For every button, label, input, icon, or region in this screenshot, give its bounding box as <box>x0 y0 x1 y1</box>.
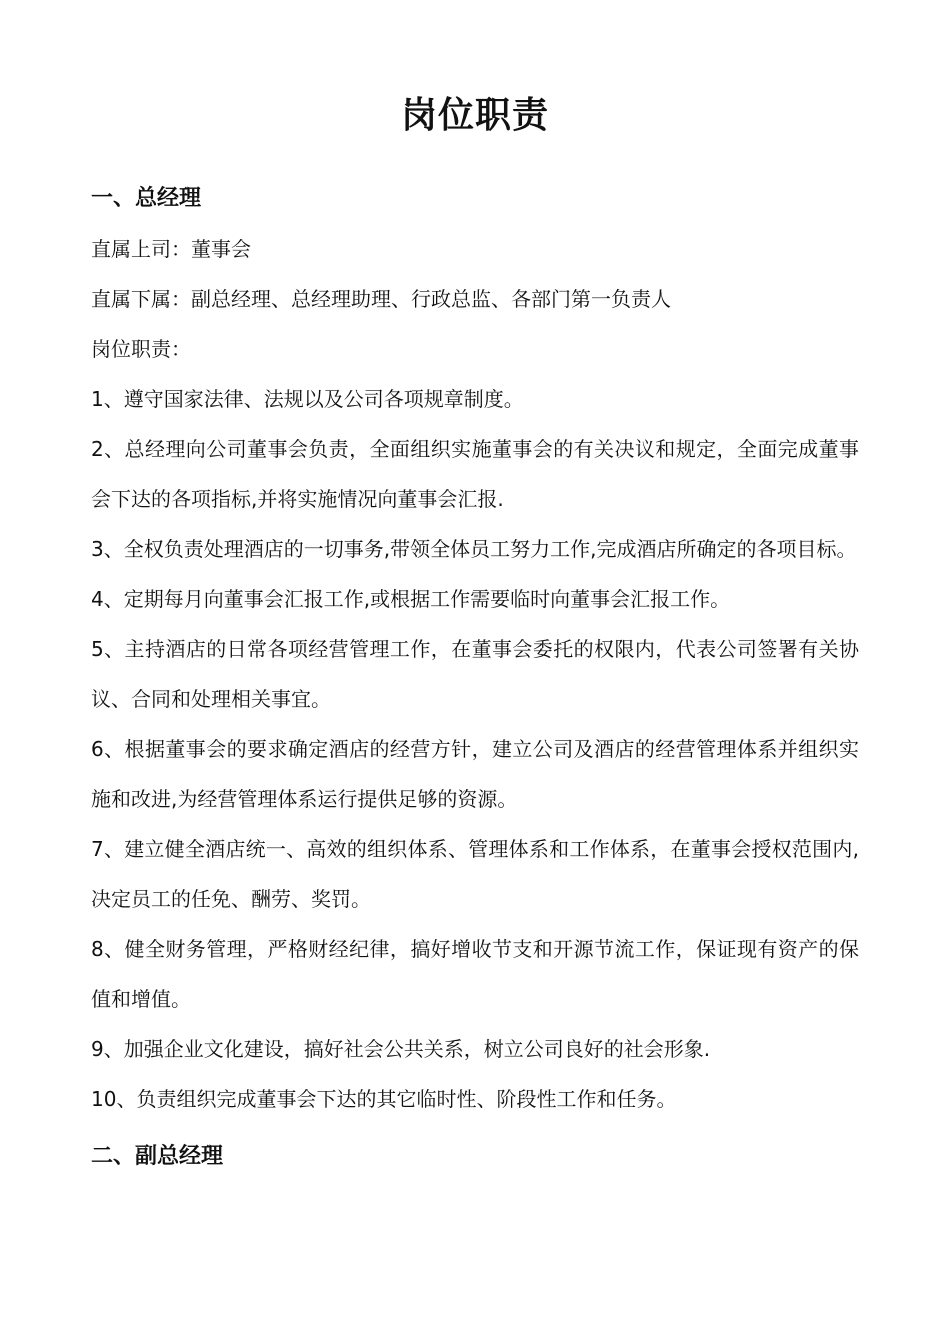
direct-subordinates-label: 直属下属： <box>91 287 191 311</box>
direct-superior-line <box>91 224 859 274</box>
duty-item-1: 1、遵守国家法律、法规以及公司各项规章制度。 <box>91 387 524 411</box>
direct-subordinates-line <box>91 274 859 324</box>
duty-item-2: 2、总经理向公司董事会负责，全面组织实施董事会的有关决议和规定，全面完成董事会下达的各项指标,并将实施情况向董事会汇报. <box>91 437 859 511</box>
duty-item-4: 4、定期每月向董事会汇报工作,或根据工作需要临时向董事会汇报工作。 <box>91 587 731 611</box>
document-title: 岗位职责 <box>400 95 549 136</box>
duty-item-7: 7、建立健全酒店统一、高效的组织体系、管理体系和工作体系，在董事会授权范围内,决定员工的任免、酬劳、奖罚。 <box>91 837 859 911</box>
direct-subordinates-value: 副总经理、总经理助理、行政总监、各部门第一负责人 <box>191 287 671 311</box>
duty-item-10: 10、负责组织完成董事会下达的其它临时性、阶段性工作和任务。 <box>91 1087 677 1111</box>
duty-item-5: 5、主持酒店的日常各项经营管理工作，在董事会委托的权限内，代表公司签署有关协议、合同和处理相关事宜。 <box>91 637 859 711</box>
document-body <box>91 174 859 1182</box>
section-heading-deputy-general-manager: 二、副总经理 <box>91 1144 224 1169</box>
duty-item-9: 9、加强企业文化建设，搞好社会公共关系，树立公司良好的社会形象. <box>91 1037 711 1061</box>
duties-label: 岗位职责： <box>91 337 191 361</box>
duty-item-3: 3、全权负责处理酒店的一切事务,带领全体员工努力工作,完成酒店所确定的各项目标。 <box>91 537 857 561</box>
section-heading-general-manager: 一、总经理 <box>91 186 202 211</box>
duty-item-8: 8、健全财务管理，严格财经纪律，搞好增收节支和开源节流工作，保证现有资产的保值和增值。 <box>91 937 859 1011</box>
duty-item-6: 6、根据董事会的要求确定酒店的经营方针，建立公司及酒店的经营管理体系并组织实施和改进,为经营管理体系运行提供足够的资源。 <box>91 737 859 811</box>
direct-superior-value: 董事会 <box>191 237 251 261</box>
direct-superior-label: 直属上司： <box>91 237 191 261</box>
